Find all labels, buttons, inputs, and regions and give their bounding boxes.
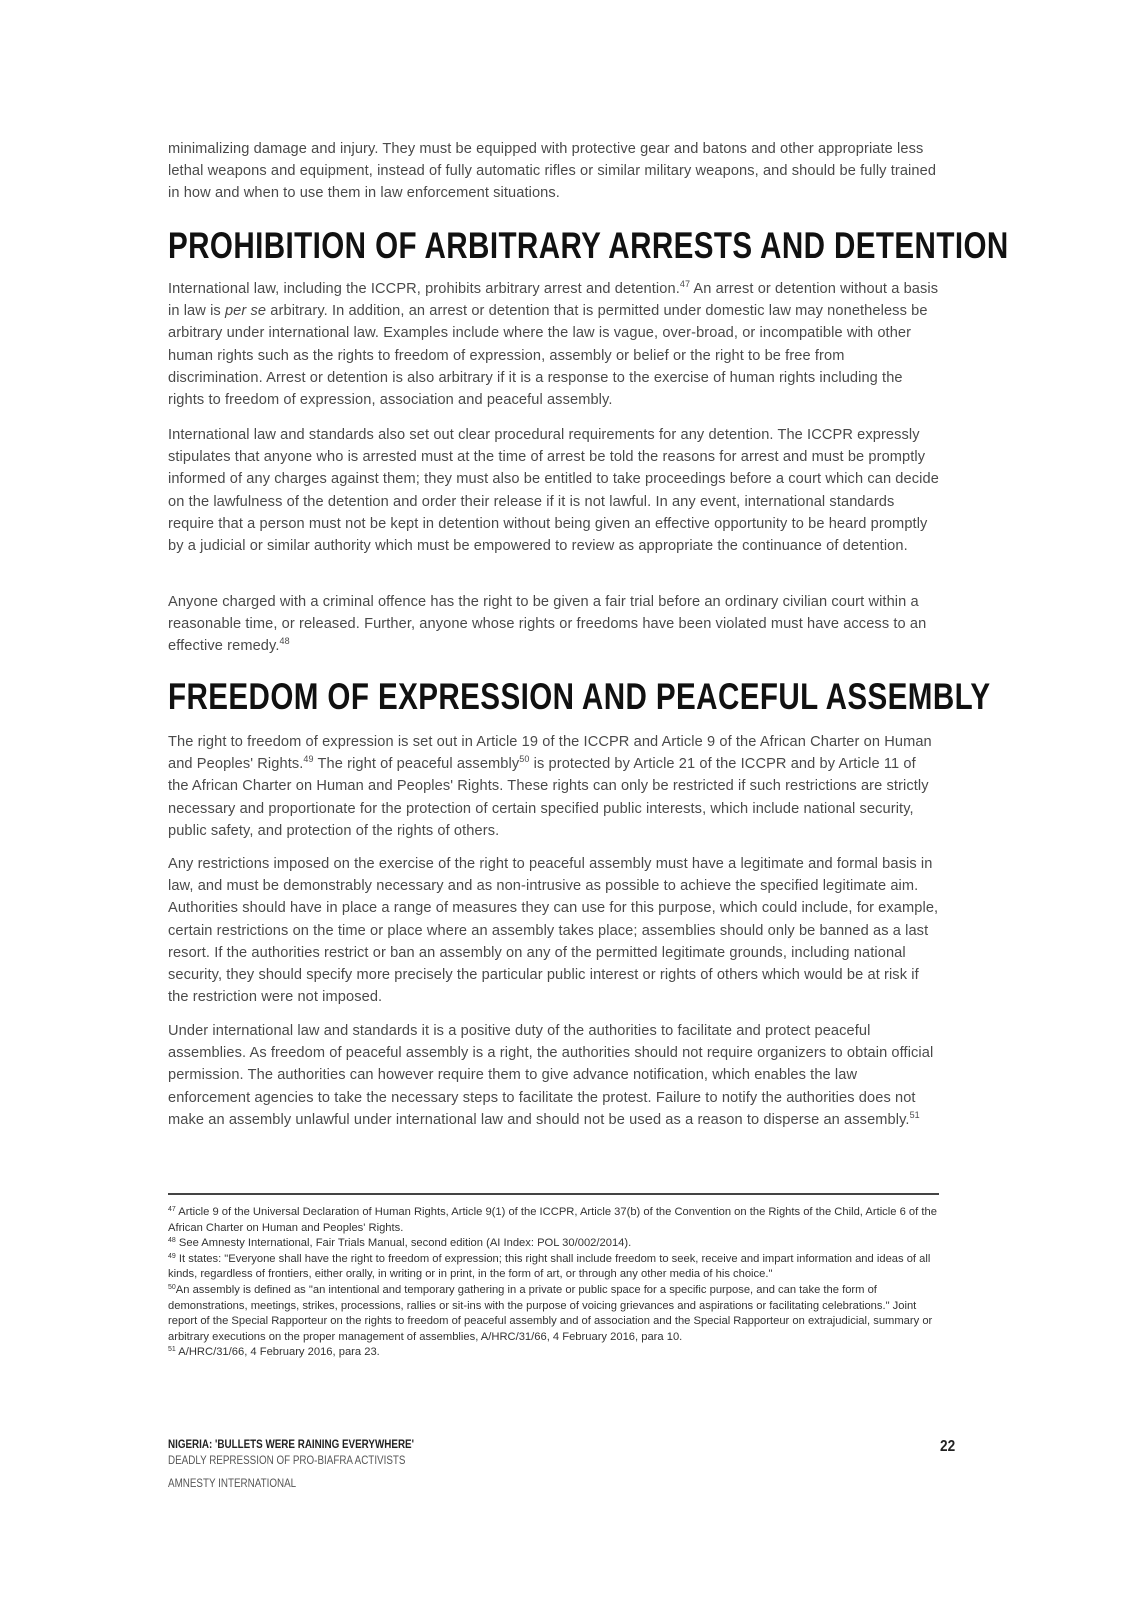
footer-report-title: NIGERIA: 'BULLETS WERE RAINING EVERYWHERE' [168, 1437, 414, 1451]
footnote-text: A/HRC/31/66, 4 February 2016, para 23. [175, 1346, 380, 1359]
footnote-text: Article 9 of the Universal Declaration of Human Rights, Article 9(1) of the ICCPR, Article 37(b) of the Convention on the Rights of the Child, Article 6 of the African Charter on Human and Peoples' Rights. [168, 1206, 937, 1234]
text: An arrest or detention without a basis in law is [168, 281, 939, 320]
footnote-text: An assembly is defined as "an intentional and temporary gathering in a private or public space for a specific purpose, and can take the form of demonstrations, meetings, strikes, processions, rallies or sit-ins with the purpose of voicing grievances and aspirations or facilitating celebrations." Joint report of the Special Rapporteur on the rights to freedom of peaceful assembly and of association and the Special Rapporteur on extrajudicial, summary or arbitrary executions on the proper management of assemblies, A/HRC/31/66, 4 February 2016, para 10. [168, 1283, 933, 1343]
footnote-ref-48[interactable]: 48 [279, 636, 290, 647]
paragraph-procedural: International law and standards also set out clear procedural requirements for any detention. The ICCPR expressly stipulates that anyone who is arrested must at the time of arrest be told the reasons for arrest and must be promptly informed of any charges against them; they must also be entitled to take proceedings before a court which can decide on the lawfulness of the detention and order their release if it is not lawful. In any event, international standards require that a person must not be kept in detention without being given an effective opportunity to be heard promptly by a judicial or similar authority which must be empowered to review as appropriate the continuance of detention. [168, 427, 939, 555]
text: The right of peaceful assembly [313, 756, 520, 773]
footnote-text: See Amnesty International, Fair Trials Manual, second edition (AI Index: POL 30/002/2014). [175, 1237, 632, 1250]
paragraph-arbitrary-arrest [168, 278, 940, 411]
text: Under international law and standards it is a positive duty of the authorities to facilitate and protect peaceful assemblies. As freedom of peaceful assembly is a right, the authorities should not require organizers to obtain official permission. The authorities can however require them to give advance notification, which enables the law enforcement agencies to take the necessary steps to facilitate the protest. Failure to notify the authorities does not make an assembly unlawful under international law and should not be used as a reason to disperse an assembly. [168, 1023, 934, 1128]
footnote-number: 47 [168, 1206, 176, 1213]
footnote-50 [168, 1283, 940, 1345]
footer-report-subtitle: DEADLY REPRESSION OF PRO-BIAFRA ACTIVISTS [168, 1453, 406, 1467]
footnote-ref-47[interactable]: 47 [679, 279, 691, 289]
footnote-ref-50[interactable]: 50 [519, 754, 530, 765]
text: is protected by Article 21 of the ICCPR and by Article 11 of the African Charter on Human and Peoples' Rights. These rights can only be restricted if such restrictions are strictly necessary and proportionate for the protection of certain specified public interests, which include national security, public safety, and protection of the rights of others. [168, 756, 929, 839]
footnote-number: 51 [168, 1346, 176, 1354]
paragraph-freedom-expression [168, 731, 940, 842]
footnote-number: 50 [168, 1283, 176, 1291]
footnote-51 [168, 1345, 940, 1361]
footnote-48 [168, 1236, 940, 1252]
footnotes [168, 1205, 940, 1361]
text: The right to freedom of expression is set out in Article 19 of the ICCPR and Article 9 of the African Charter on Human and Peoples' Rights. [168, 734, 932, 773]
text: arbitrary. In addition, an arrest or detention that is permitted under domestic law may nonetheless be arbitrary under international law. Examples include where the law is vague, over-broad, or incompatible with other human rights such as the rights to freedom of expression, assembly or belief or the right to be free from discrimination. Arrest or detention is also arbitrary if it is a response to the exercise of human rights including the rights to freedom of expression, association and peaceful assembly. [168, 303, 928, 409]
heading-freedom-expression: FREEDOM OF EXPRESSION AND PEACEFUL ASSEMBLY [168, 676, 991, 717]
footnote-number: 48 [168, 1237, 176, 1245]
footnote-ref-51[interactable]: 51 [909, 1109, 920, 1120]
footnote-49 [168, 1252, 940, 1283]
footer-organization: AMNESTY INTERNATIONAL [168, 1476, 297, 1490]
paragraph-intro: minimalizing damage and injury. They must be equipped with protective gear and batons and other appropriate less lethal weapons and equipment, instead of fully automatic rifles or similar military weapons, and should be fully trained in how and when to use them in law enforcement situations. [168, 141, 937, 202]
footnote-text: It states: "Everyone shall have the right to freedom of expression; this right shall include freedom to seek, receive and impart information and ideas of all kinds, regardless of frontiers, either orally, in writing or in print, in the form of art, or through any other media of his choice." [168, 1252, 931, 1281]
text: International law, including the ICCPR, prohibits arbitrary arrest and detention. [168, 281, 680, 297]
paragraph-restrictions: Any restrictions imposed on the exercise of the right to peaceful assembly must have a legitimate and formal basis in law, and must be demonstrably necessary and as non-intrusive as possible to achieve the specified legitimate aim. Authorities should have in place a range of measures they can use for this purpose, which could include, for example, certain restrictions on the time or place where an assembly takes place; assemblies should only be banned as a last resort. If the authorities restrict or ban an assembly on any of the permitted legitimate grounds, including national security, they should specify more precisely the particular public interest or rights of others which would be at risk if the restriction were not imposed. [168, 856, 939, 1006]
paragraph-fair-trial [168, 591, 940, 658]
footnote-divider [168, 1193, 939, 1195]
heading-arbitrary-arrests: PROHIBITION OF ARBITRARY ARRESTS AND DETENTION [168, 225, 1009, 266]
footnote-47 [168, 1205, 940, 1236]
page-number: 22 [940, 1438, 956, 1455]
paragraph-positive-duty [168, 1020, 940, 1131]
italic-text: per se [224, 303, 267, 320]
text: Anyone charged with a criminal offence has the right to be given a fair trial before an ordinary civilian court within a reasonable time, or released. Further, anyone whose rights or freedoms have been violated must have access to an effective remedy. [168, 594, 927, 655]
footnote-ref-49[interactable]: 49 [303, 754, 314, 765]
footnote-number: 49 [168, 1252, 176, 1260]
